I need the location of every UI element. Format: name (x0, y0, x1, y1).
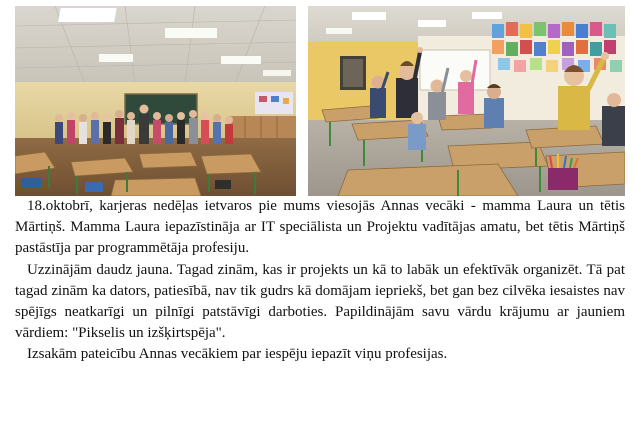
classroom-raised-hands-photo (308, 6, 625, 196)
paragraph-learned: Uzzinājām daudz jauna. Tagad zinām, kas ir projekts un kā to labāk un efektīvāk organizēt. Tā pat tagad zinām ka dators, patiesībā, nav tik gudrs kā domājam iepriekš, bet gan bez cilvēka iesaistes nav spējīgs neatkarīgi un pilnīgi patstāvīgi darboties. Papildinājām savu vārdu krājumu ar jauniem vārdiem: "Pikselis un izšķirtspēja". (15, 261, 625, 342)
paragraph-thanks: Izsakām pateicību Annas vecākiem par iespēju iepazīt viņu profesijas. (27, 346, 448, 363)
paragraph-visit: 18.oktobrī, karjeras nedēļas ietvaros pie mums viesojās Annas vecāki - mamma Laura un tētis Mārtiņš. Mamma Laura iepazīstināja ar IT speciālista un Projektu vadītājas amatu, bet tētis Mārtiņš pastāstīja par programmētāja profesiju. (15, 198, 625, 257)
photo-row (15, 6, 625, 196)
article-text (15, 196, 625, 366)
classroom-group-photo (15, 6, 296, 196)
